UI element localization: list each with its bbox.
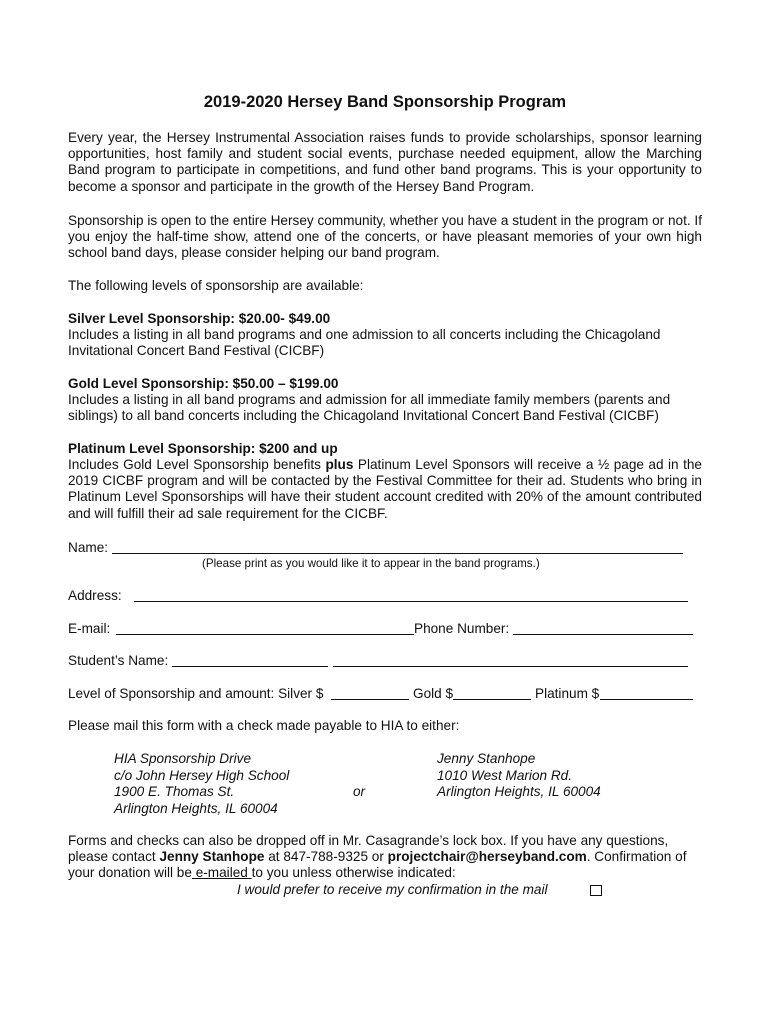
closing-text-3: . Confirmation of your donation will be	[68, 849, 687, 881]
email-label: E-mail:	[68, 621, 111, 636]
contact-email: projectchair@herseyband.com	[387, 849, 587, 865]
platinum-desc-part-a: Includes Gold Level Sponsorship benefits	[68, 457, 326, 472]
left-mailing-address	[114, 751, 289, 817]
right-address-line-2: 1010 West Marion Rd.	[437, 767, 572, 783]
levels-intro: The following levels of sponsorship are available:	[68, 278, 364, 293]
page-title: 2019-2020 Hersey Band Sponsorship Program	[203, 93, 567, 111]
platinum-amount-field[interactable]	[600, 699, 693, 700]
gold-amount-field[interactable]	[453, 699, 531, 700]
mail-instruction: Please mail this form with a check made payable to HIA to either:	[68, 718, 460, 733]
closing-text-2: at 847-788-9325 or	[264, 849, 388, 865]
level-label: Level of Sponsorship and amount: Silver $	[68, 686, 324, 701]
intro-paragraph-2: Sponsorship is open to the entire Hersey community, whether you have a student in the program or not. If you enjoy the half-time show, attend one of the concerts, or have pleasant memories of your own high school band days, please consider helping our band program.	[68, 213, 702, 261]
contact-name: Jenny Stanhope	[159, 849, 265, 865]
mail-preference-label: I would prefer to receive my confirmation in the mail	[237, 882, 548, 897]
email-field[interactable]	[116, 634, 414, 635]
gold-level-heading: Gold Level Sponsorship: $50.00 – $199.00	[68, 376, 339, 391]
platinum-label: Platinum $	[535, 686, 600, 701]
intro-paragraph-1: Every year, the Hersey Instrumental Association raises funds to provide scholarships, sponsor learning opportunities, host family and student social events, purchase needed equipment, allow the Marching Band program to participate in competitions, and fund other band programs. This is your opportunity to become a sponsor and participate in the growth of the Hersey Band Program.	[68, 130, 702, 194]
or-separator: or	[353, 784, 366, 799]
right-address-line-3: Arlington Heights, IL 60004	[437, 784, 601, 799]
right-mailing-address	[437, 751, 601, 801]
student-name-field-1[interactable]	[172, 666, 328, 667]
closing-text-1: Forms and checks can also be dropped off in Mr. Casagrande’s lock box. If you have any questions, please contact	[68, 833, 669, 865]
platinum-level-description	[68, 457, 702, 522]
right-address-line-1: Jenny Stanhope	[437, 751, 536, 766]
name-note: (Please print as you would like it to appear in the band programs.)	[202, 557, 540, 570]
address-field[interactable]	[134, 601, 688, 602]
phone-label: Phone Number:	[414, 621, 510, 636]
gold-level-description: Includes a listing in all band programs and admission for all immediate family members (parents and siblings) to all band concerts including the Chicagoland Invitational Concert Band Festival (CICBF)	[68, 392, 671, 424]
platinum-desc-part-b: Platinum Level Sponsors will receive a ½ page ad in the 2019 CICBF program and will be contacted by the Festival Committee for their ad. Students who bring in Platinum Level Sponsorships will have their student account credited with 20% of the amount contributed and will fulfill their ad sale requirement for the CICBF.	[68, 457, 702, 521]
platinum-level-heading: Platinum Level Sponsorship: $200 and up	[68, 441, 338, 456]
silver-level-description: Includes a listing in all band programs and one admission to all concerts including the Chicagoland Invitational Concert Band Festival (CICBF)	[68, 327, 661, 359]
name-label: Name:	[68, 540, 109, 555]
left-address-line-1: HIA Sponsorship Drive	[114, 751, 251, 766]
left-address-line-4: Arlington Heights, IL 60004	[114, 800, 278, 816]
emailed-text: e-mailed	[191, 865, 252, 881]
silver-level-heading: Silver Level Sponsorship: $20.00- $49.00	[68, 311, 331, 326]
left-address-line-2: c/o John Hersey High School	[114, 767, 290, 783]
address-label: Address:	[68, 588, 122, 603]
closing-paragraph	[68, 833, 702, 882]
name-field[interactable]	[112, 553, 683, 554]
gold-label: Gold $	[413, 686, 454, 701]
student-name-field-2[interactable]	[333, 666, 688, 667]
left-address-line-3: 1900 E. Thomas St.	[114, 784, 235, 799]
platinum-desc-plus: plus	[325, 457, 354, 472]
silver-amount-field[interactable]	[331, 699, 409, 700]
closing-text-4: to you unless otherwise indicated:	[251, 865, 456, 881]
student-name-label: Student’s Name:	[68, 653, 169, 668]
phone-field[interactable]	[513, 634, 693, 635]
mail-preference-checkbox[interactable]	[590, 885, 602, 896]
